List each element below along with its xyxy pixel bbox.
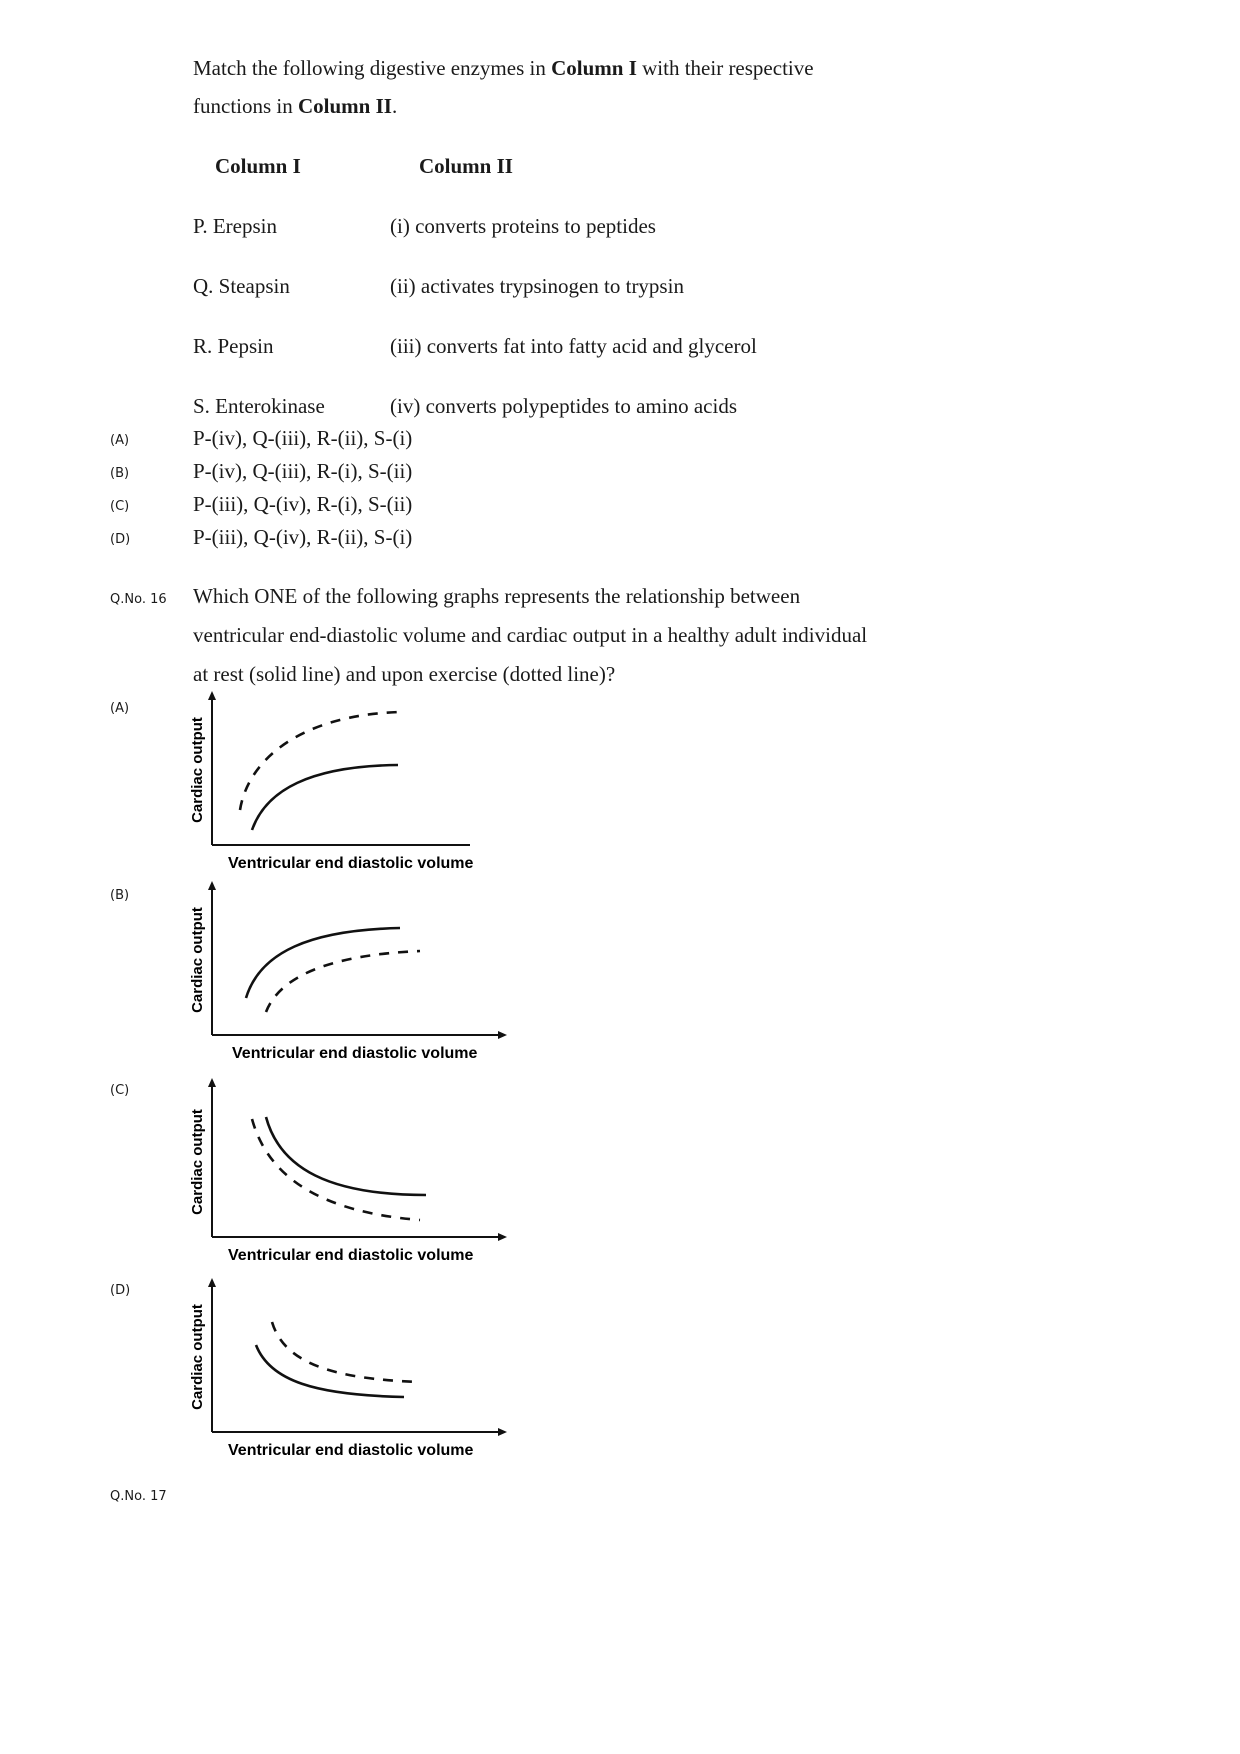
graph-d[interactable] bbox=[180, 1277, 520, 1467]
graph-b-plot bbox=[180, 880, 520, 1070]
dotted-curve-exercise bbox=[240, 712, 400, 810]
y-axis-arrow bbox=[208, 1278, 216, 1287]
graph-a-plot bbox=[180, 690, 520, 880]
x-axis-label: Ventricular end diastolic volume bbox=[228, 1442, 474, 1459]
y-axis-arrow bbox=[208, 881, 216, 890]
option-text-a[interactable]: P-(iv), Q-(iii), R-(ii), S-(i) bbox=[193, 426, 413, 450]
graph-option-label-b: (B) bbox=[110, 888, 130, 903]
graph-option-label-a: (A) bbox=[110, 701, 130, 716]
q15-intro-bold-2: Column II bbox=[298, 94, 392, 118]
graph-b[interactable] bbox=[180, 880, 520, 1070]
q15-intro-text-2: with their respective bbox=[636, 56, 814, 80]
graph-option-label-d: (D) bbox=[110, 1283, 131, 1298]
column-2-header: Column II bbox=[419, 154, 513, 178]
x-axis-label: Ventricular end diastolic volume bbox=[232, 1045, 478, 1062]
match-row-right: (iii) converts fat into fatty acid and glycerol bbox=[390, 334, 757, 358]
q16-line-2: ventricular end-diastolic volume and cardiac output in a healthy adult individual bbox=[193, 623, 868, 647]
solid-curve-rest bbox=[246, 928, 400, 998]
option-label-b: (B) bbox=[110, 466, 130, 481]
y-axis-label: Cardiac output bbox=[189, 1304, 206, 1410]
column-1-header: Column I bbox=[215, 154, 301, 178]
solid-curve-rest bbox=[252, 765, 398, 830]
match-row-left: S. Enterokinase bbox=[193, 394, 325, 418]
y-axis-label: Cardiac output bbox=[189, 907, 206, 1013]
option-label-d: (D) bbox=[110, 532, 131, 547]
x-axis-label: Ventricular end diastolic volume bbox=[228, 855, 474, 872]
q16-number: Q.No. 16 bbox=[110, 592, 167, 607]
graph-a[interactable] bbox=[180, 690, 520, 880]
q16-line-1: Which ONE of the following graphs represents the relationship between bbox=[193, 584, 801, 608]
dotted-curve-exercise bbox=[266, 951, 420, 1012]
graph-c-plot bbox=[180, 1077, 520, 1267]
match-row-left: P. Erepsin bbox=[193, 214, 277, 238]
match-row-right: (iv) converts polypeptides to amino acids bbox=[390, 394, 738, 418]
y-axis-arrow bbox=[208, 691, 216, 700]
option-label-c: (C) bbox=[110, 499, 130, 514]
y-axis-label: Cardiac output bbox=[189, 1109, 206, 1215]
dotted-curve-exercise bbox=[252, 1119, 420, 1220]
q16-line-3: at rest (solid line) and upon exercise (dotted line)? bbox=[193, 662, 616, 686]
dotted-curve-exercise bbox=[272, 1322, 420, 1382]
x-axis-arrow bbox=[498, 1031, 507, 1039]
option-text-b[interactable]: P-(iv), Q-(iii), R-(i), S-(ii) bbox=[193, 459, 413, 483]
y-axis-arrow bbox=[208, 1078, 216, 1087]
match-row-left: R. Pepsin bbox=[193, 334, 274, 358]
graph-option-label-c: (C) bbox=[110, 1083, 130, 1098]
q15-intro-text-3: functions in bbox=[193, 94, 298, 118]
y-axis-label: Cardiac output bbox=[189, 717, 206, 823]
x-axis-arrow bbox=[498, 1233, 507, 1241]
q15-intro-bold-1: Column I bbox=[551, 56, 637, 80]
x-axis-label: Ventricular end diastolic volume bbox=[228, 1247, 474, 1264]
graph-d-plot bbox=[180, 1277, 520, 1467]
match-row-right: (ii) activates trypsinogen to trypsin bbox=[390, 274, 684, 298]
option-text-c[interactable]: P-(iii), Q-(iv), R-(i), S-(ii) bbox=[193, 492, 413, 516]
q15-intro-line-2 bbox=[193, 94, 397, 119]
q15-intro-line-1 bbox=[193, 56, 814, 81]
option-text-d[interactable]: P-(iii), Q-(iv), R-(ii), S-(i) bbox=[193, 525, 413, 549]
option-label-a: (A) bbox=[110, 433, 130, 448]
x-axis-arrow bbox=[498, 1428, 507, 1436]
match-row-right: (i) converts proteins to peptides bbox=[390, 214, 656, 238]
graph-c[interactable] bbox=[180, 1077, 520, 1267]
q15-intro-text-4: . bbox=[391, 94, 398, 118]
q15-intro-text-1: Match the following digestive enzymes in bbox=[193, 56, 552, 80]
match-row-left: Q. Steapsin bbox=[193, 274, 290, 298]
solid-curve-rest bbox=[266, 1117, 426, 1195]
q17-number: Q.No. 17 bbox=[110, 1489, 167, 1504]
